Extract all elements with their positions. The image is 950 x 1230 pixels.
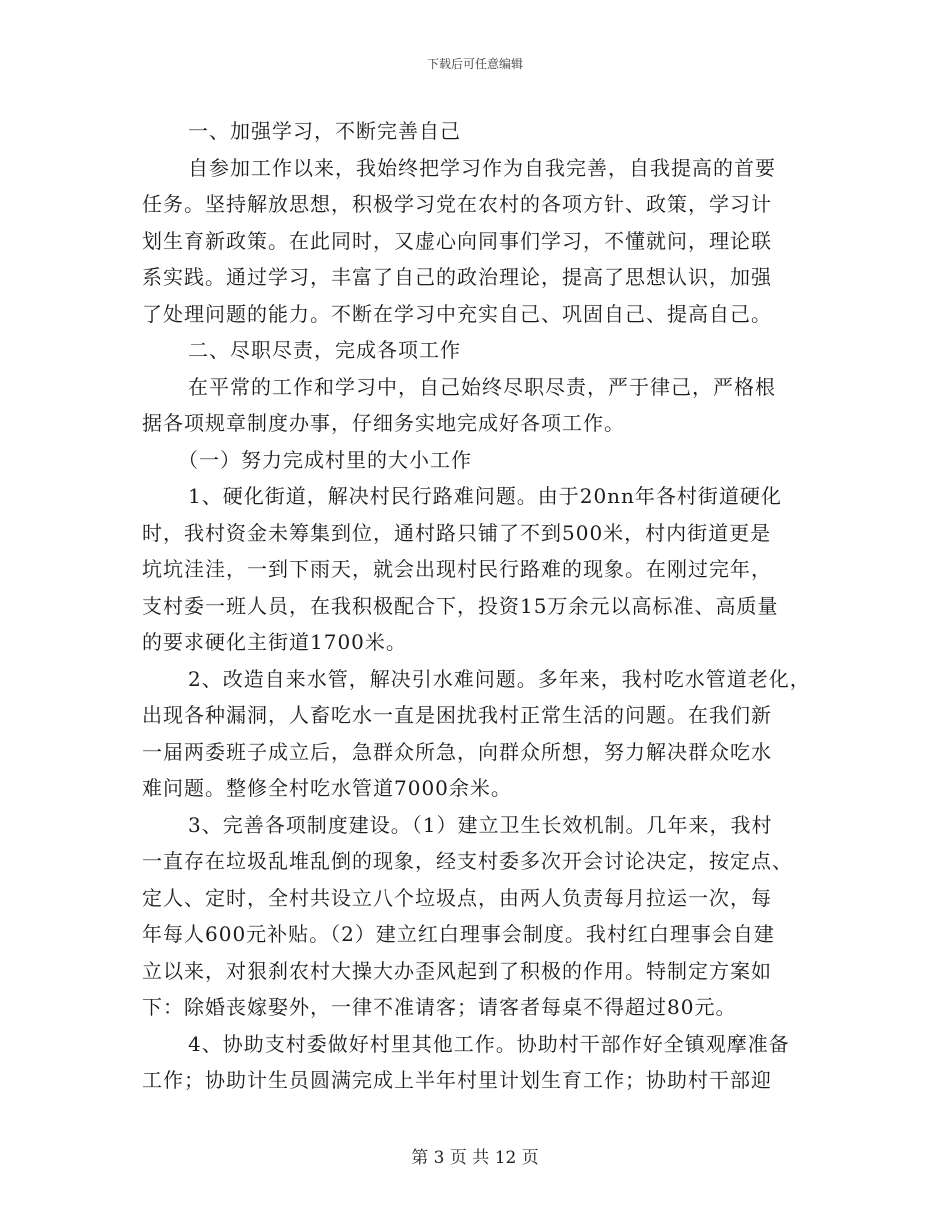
paragraph-line: 下：除婚丧嫁娶外，一律不准请客；请客者每桌不得超过80元。 [142,995,737,1019]
paragraph-line: 据各项规章制度办事，仔细务实地完成好各项工作。 [142,411,625,435]
paragraph-line: 1、硬化街道，解决村民行路难问题。由于20nn年各村街道硬化 [188,484,782,508]
page-number-footer: 第 3 页 共 12 页 [411,1148,539,1168]
paragraph-line: 3、完善各项制度建设。（1）建立卫生长效机制。几年来，我村 [188,812,773,837]
paragraph-line: 一届两委班子成立后，急群众所急，向群众所想，努力解决群众吃水 [142,739,772,764]
paragraph-line: 在平常的工作和学习中，自己始终尽职尽责，严于律己，严格根 [188,374,776,399]
paragraph-line: 出现各种漏洞，人畜吃水一直是困扰我村正常生活的问题。在我们新 [142,703,772,727]
paragraph-line: 4、协助支村委做好村里其他工作。协助村干部作好全镇观摩准备 [188,1031,790,1056]
paragraph-line: 支村委一班人员，在我积极配合下，投资15万余元以高标准、高质量 [142,593,779,618]
page-header: 下载后可任意编辑 [426,57,523,71]
paragraph-line: 定人、定时，全村共设立八个垃圾点，由两人负责每月拉运一次，每 [142,885,772,910]
paragraph-line: 了处理问题的能力。不断在学习中充实自己、巩固自己、提高自己。 [142,301,772,326]
document-body [142,113,822,1099]
paragraph-line: 时，我村资金未筹集到位，通村路只铺了不到500米，村内街道更是 [142,520,772,545]
subsection-heading: （一）努力完成村里的大小工作 [178,447,472,472]
paragraph-line: 一直存在垃圾乱堆乱倒的现象，经支村委多次开会讨论决定，按定点、 [142,849,793,873]
paragraph-line: 难问题。整修全村吃水管道7000余米。 [142,776,512,800]
paragraph-line: 坑坑洼洼，一到下雨天，就会出现村民行路难的现象。在刚过完年， [142,557,772,581]
paragraph-line: 划生育新政策。在此同时，又虚心向同事们学习，不懂就问，理论联 [142,228,772,253]
paragraph-line: 任务。坚持解放思想，积极学习党在农村的各项方针、政策，学习计 [142,192,772,216]
paragraph-line: 工作；协助计生员圆满完成上半年村里计划生育工作；协助村干部迎 [142,1068,772,1092]
paragraph-line: 2、改造自来水管，解决引水难问题。多年来，我村吃水管道老化， [188,666,811,691]
paragraph-line: 系实践。通过学习，丰富了自己的政治理论，提高了思想认识，加强 [142,265,772,289]
section-heading-1: 一、加强学习，不断完善自己 [188,119,461,143]
paragraph-line: 年每人600元补贴。（2）建立红白理事会制度。我村红白理事会自建 [142,922,775,946]
paragraph-line: 立以来，对狠刹农村大操大办歪风起到了积极的作用。特制定方案如 [142,958,772,983]
paragraph-line: 的要求硬化主街道1700米。 [142,630,407,654]
paragraph-line: 自参加工作以来，我始终把学习作为自我完善，自我提高的首要 [188,155,776,180]
section-heading-2: 二、尽职尽责，完成各项工作 [188,338,461,362]
